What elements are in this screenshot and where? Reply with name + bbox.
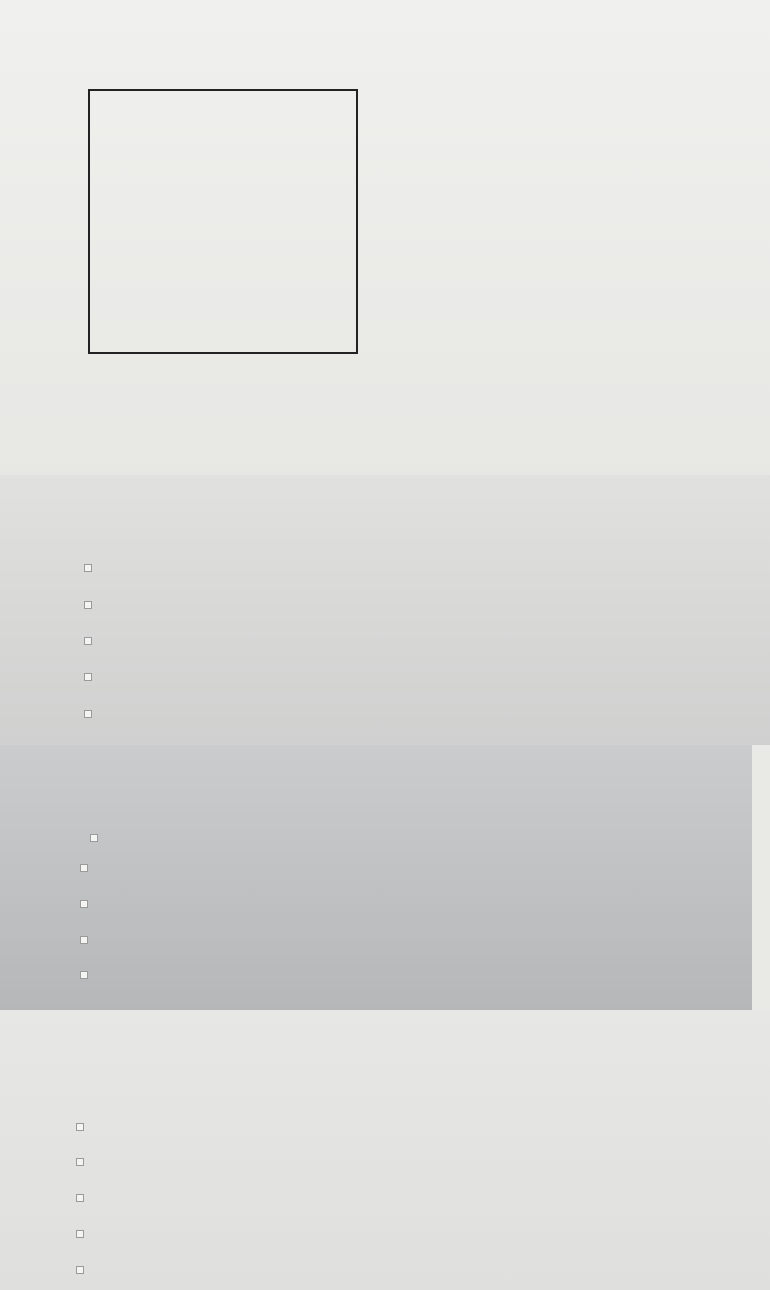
q3-option-2[interactable] (76, 1158, 96, 1166)
q2-option-1[interactable] (90, 834, 110, 842)
intro-section (0, 0, 770, 475)
q2-option-4[interactable] (80, 936, 100, 944)
checkbox[interactable] (76, 1194, 84, 1202)
checkbox[interactable] (76, 1266, 84, 1274)
checkbox[interactable] (84, 564, 92, 572)
checkbox[interactable] (80, 971, 88, 979)
q3-option-4[interactable] (76, 1230, 96, 1238)
checkbox[interactable] (84, 601, 92, 609)
q2-option-5[interactable] (80, 971, 100, 979)
q1-option-3[interactable] (84, 637, 104, 645)
checkbox[interactable] (90, 834, 98, 842)
q3-option-3[interactable] (76, 1194, 96, 1202)
checkbox[interactable] (84, 637, 92, 645)
question-1-section (0, 475, 770, 745)
q3-option-1[interactable] (76, 1123, 96, 1131)
checkbox[interactable] (76, 1230, 84, 1238)
question-3-section (0, 1010, 770, 1290)
checkbox[interactable] (76, 1123, 84, 1131)
q1-option-5[interactable] (84, 710, 104, 718)
q2-option-3[interactable] (80, 900, 100, 908)
checkbox[interactable] (80, 900, 88, 908)
q1-option-4[interactable] (84, 673, 104, 681)
checkbox[interactable] (76, 1158, 84, 1166)
checkbox[interactable] (84, 710, 92, 718)
checkbox[interactable] (84, 673, 92, 681)
question-2-section (0, 745, 752, 1010)
q2-option-2[interactable] (80, 864, 100, 872)
q1-option-2[interactable] (84, 601, 104, 609)
checkbox[interactable] (80, 864, 88, 872)
scatter-plot-frame (88, 89, 358, 354)
q1-option-1[interactable] (84, 564, 104, 572)
q3-option-5[interactable] (76, 1266, 96, 1274)
checkbox[interactable] (80, 936, 88, 944)
